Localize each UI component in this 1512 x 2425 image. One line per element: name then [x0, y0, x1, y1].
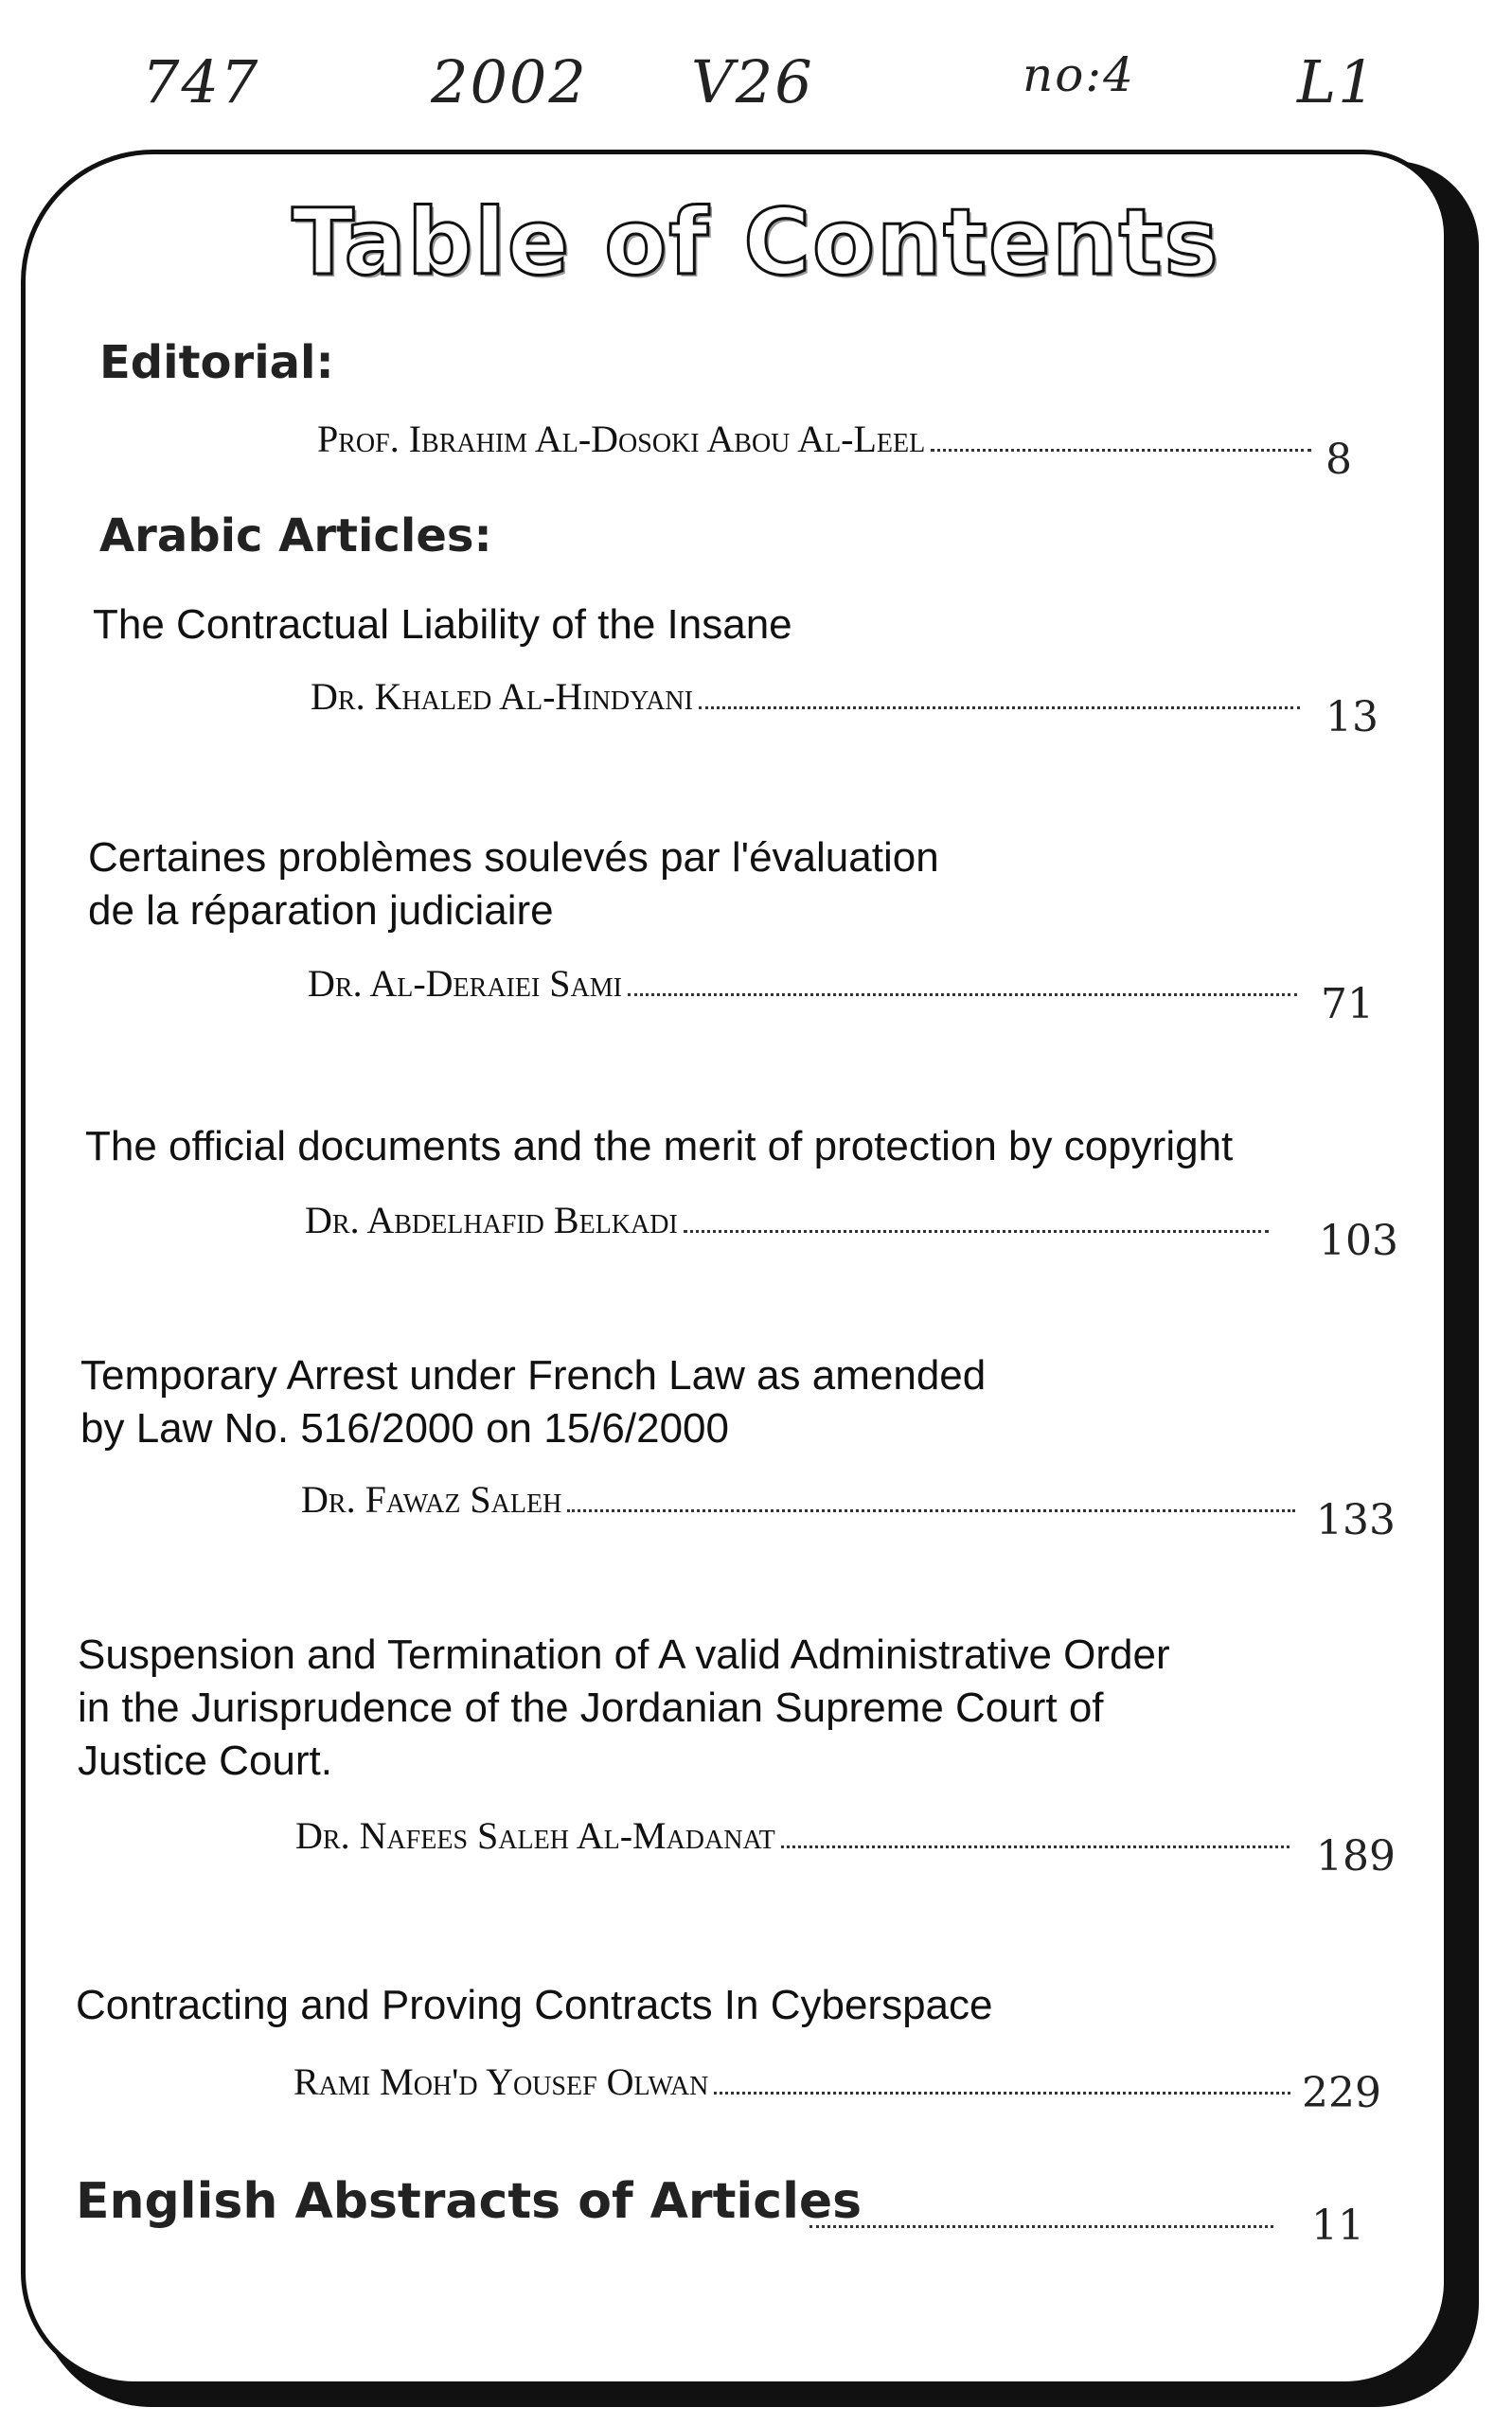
- section-editorial: Editorial:: [99, 336, 334, 389]
- handwritten-issue: no:4: [1023, 47, 1135, 102]
- page-title: Table of Contents: [292, 189, 1220, 295]
- article-1-author-line: [311, 674, 1300, 719]
- article-title-line: Suspension and Termination of A valid Administrative Order: [78, 1632, 1170, 1678]
- section-english-abstracts: English Abstracts of Articles: [76, 2173, 863, 2230]
- article-title-line: in the Jurisprudence of the Jordanian Supreme Court of: [78, 1685, 1104, 1731]
- handwritten-callno: 747: [142, 47, 260, 116]
- article-3-author: Dr. Abdelhafid Belkadi: [305, 1199, 678, 1241]
- dot-leader: [684, 1230, 1269, 1233]
- article-1-page: 13: [1325, 693, 1379, 741]
- dot-leader: [931, 449, 1311, 452]
- article-5-author-line: [295, 1813, 1290, 1858]
- editorial-author-line: [317, 417, 1311, 461]
- article-2-author-line: [308, 961, 1297, 1006]
- handwritten-annotations: [0, 47, 1512, 142]
- article-2-page: 71: [1321, 980, 1374, 1028]
- handwritten-note: L1: [1297, 47, 1378, 116]
- article-5-author: Dr. Nafees Saleh Al-Madanat: [295, 1814, 775, 1857]
- article-title-line: by Law No. 516/2000 on 15/6/2000: [80, 1405, 729, 1452]
- article-5-page: 189: [1316, 1832, 1396, 1881]
- contents-frame: [21, 150, 1449, 2386]
- article-6-title: [76, 1979, 993, 2032]
- dot-leader: [628, 993, 1297, 996]
- article-1-title: [93, 598, 792, 651]
- article-title-line: Certaines problèmes soulevés par l'évaluation: [88, 834, 939, 881]
- dot-leader: [809, 2225, 1273, 2228]
- dot-leader: [699, 706, 1300, 709]
- article-title-line: Contracting and Proving Contracts In Cyberspace: [76, 1982, 993, 2028]
- article-5-title: [78, 1629, 1170, 1788]
- article-4-author: Dr. Fawaz Saleh: [301, 1478, 562, 1521]
- handwritten-year: 2002: [431, 47, 588, 116]
- dot-leader: [567, 1509, 1295, 1512]
- article-4-author-line: [301, 1477, 1295, 1522]
- article-2-title: [88, 831, 939, 937]
- article-title-line: Justice Court.: [78, 1738, 332, 1784]
- article-4-title: [80, 1349, 986, 1455]
- article-3-author-line: [305, 1198, 1269, 1242]
- section-arabic-articles: Arabic Articles:: [99, 509, 492, 562]
- english-abstracts-page: 11: [1311, 2202, 1364, 2250]
- article-title-line: de la réparation judiciaire: [88, 887, 554, 934]
- article-title-line: The Contractual Liability of the Insane: [93, 601, 792, 648]
- article-6-author: Rami Moh'd Yousef Olwan: [294, 2060, 709, 2103]
- article-3-page: 103: [1319, 1217, 1398, 1265]
- handwritten-volume: V26: [691, 47, 814, 116]
- editorial-page: 8: [1325, 436, 1352, 484]
- article-3-title: [85, 1120, 1233, 1173]
- article-6-page: 229: [1302, 2069, 1381, 2117]
- article-1-author: Dr. Khaled Al-Hindyani: [311, 675, 693, 718]
- article-6-author-line: [294, 2059, 1290, 2104]
- article-title-line: Temporary Arrest under French Law as amended: [80, 1352, 987, 1399]
- editorial-author: Prof. Ibrahim Al-Dosoki Abou Al-Leel: [317, 418, 926, 460]
- dot-leader: [714, 2092, 1290, 2095]
- article-4-page: 133: [1316, 1496, 1396, 1544]
- article-title-line: The official documents and the merit of protection by copyright: [85, 1123, 1234, 1169]
- article-2-author: Dr. Al-Deraiei Sami: [308, 962, 622, 1005]
- dot-leader: [781, 1845, 1290, 1848]
